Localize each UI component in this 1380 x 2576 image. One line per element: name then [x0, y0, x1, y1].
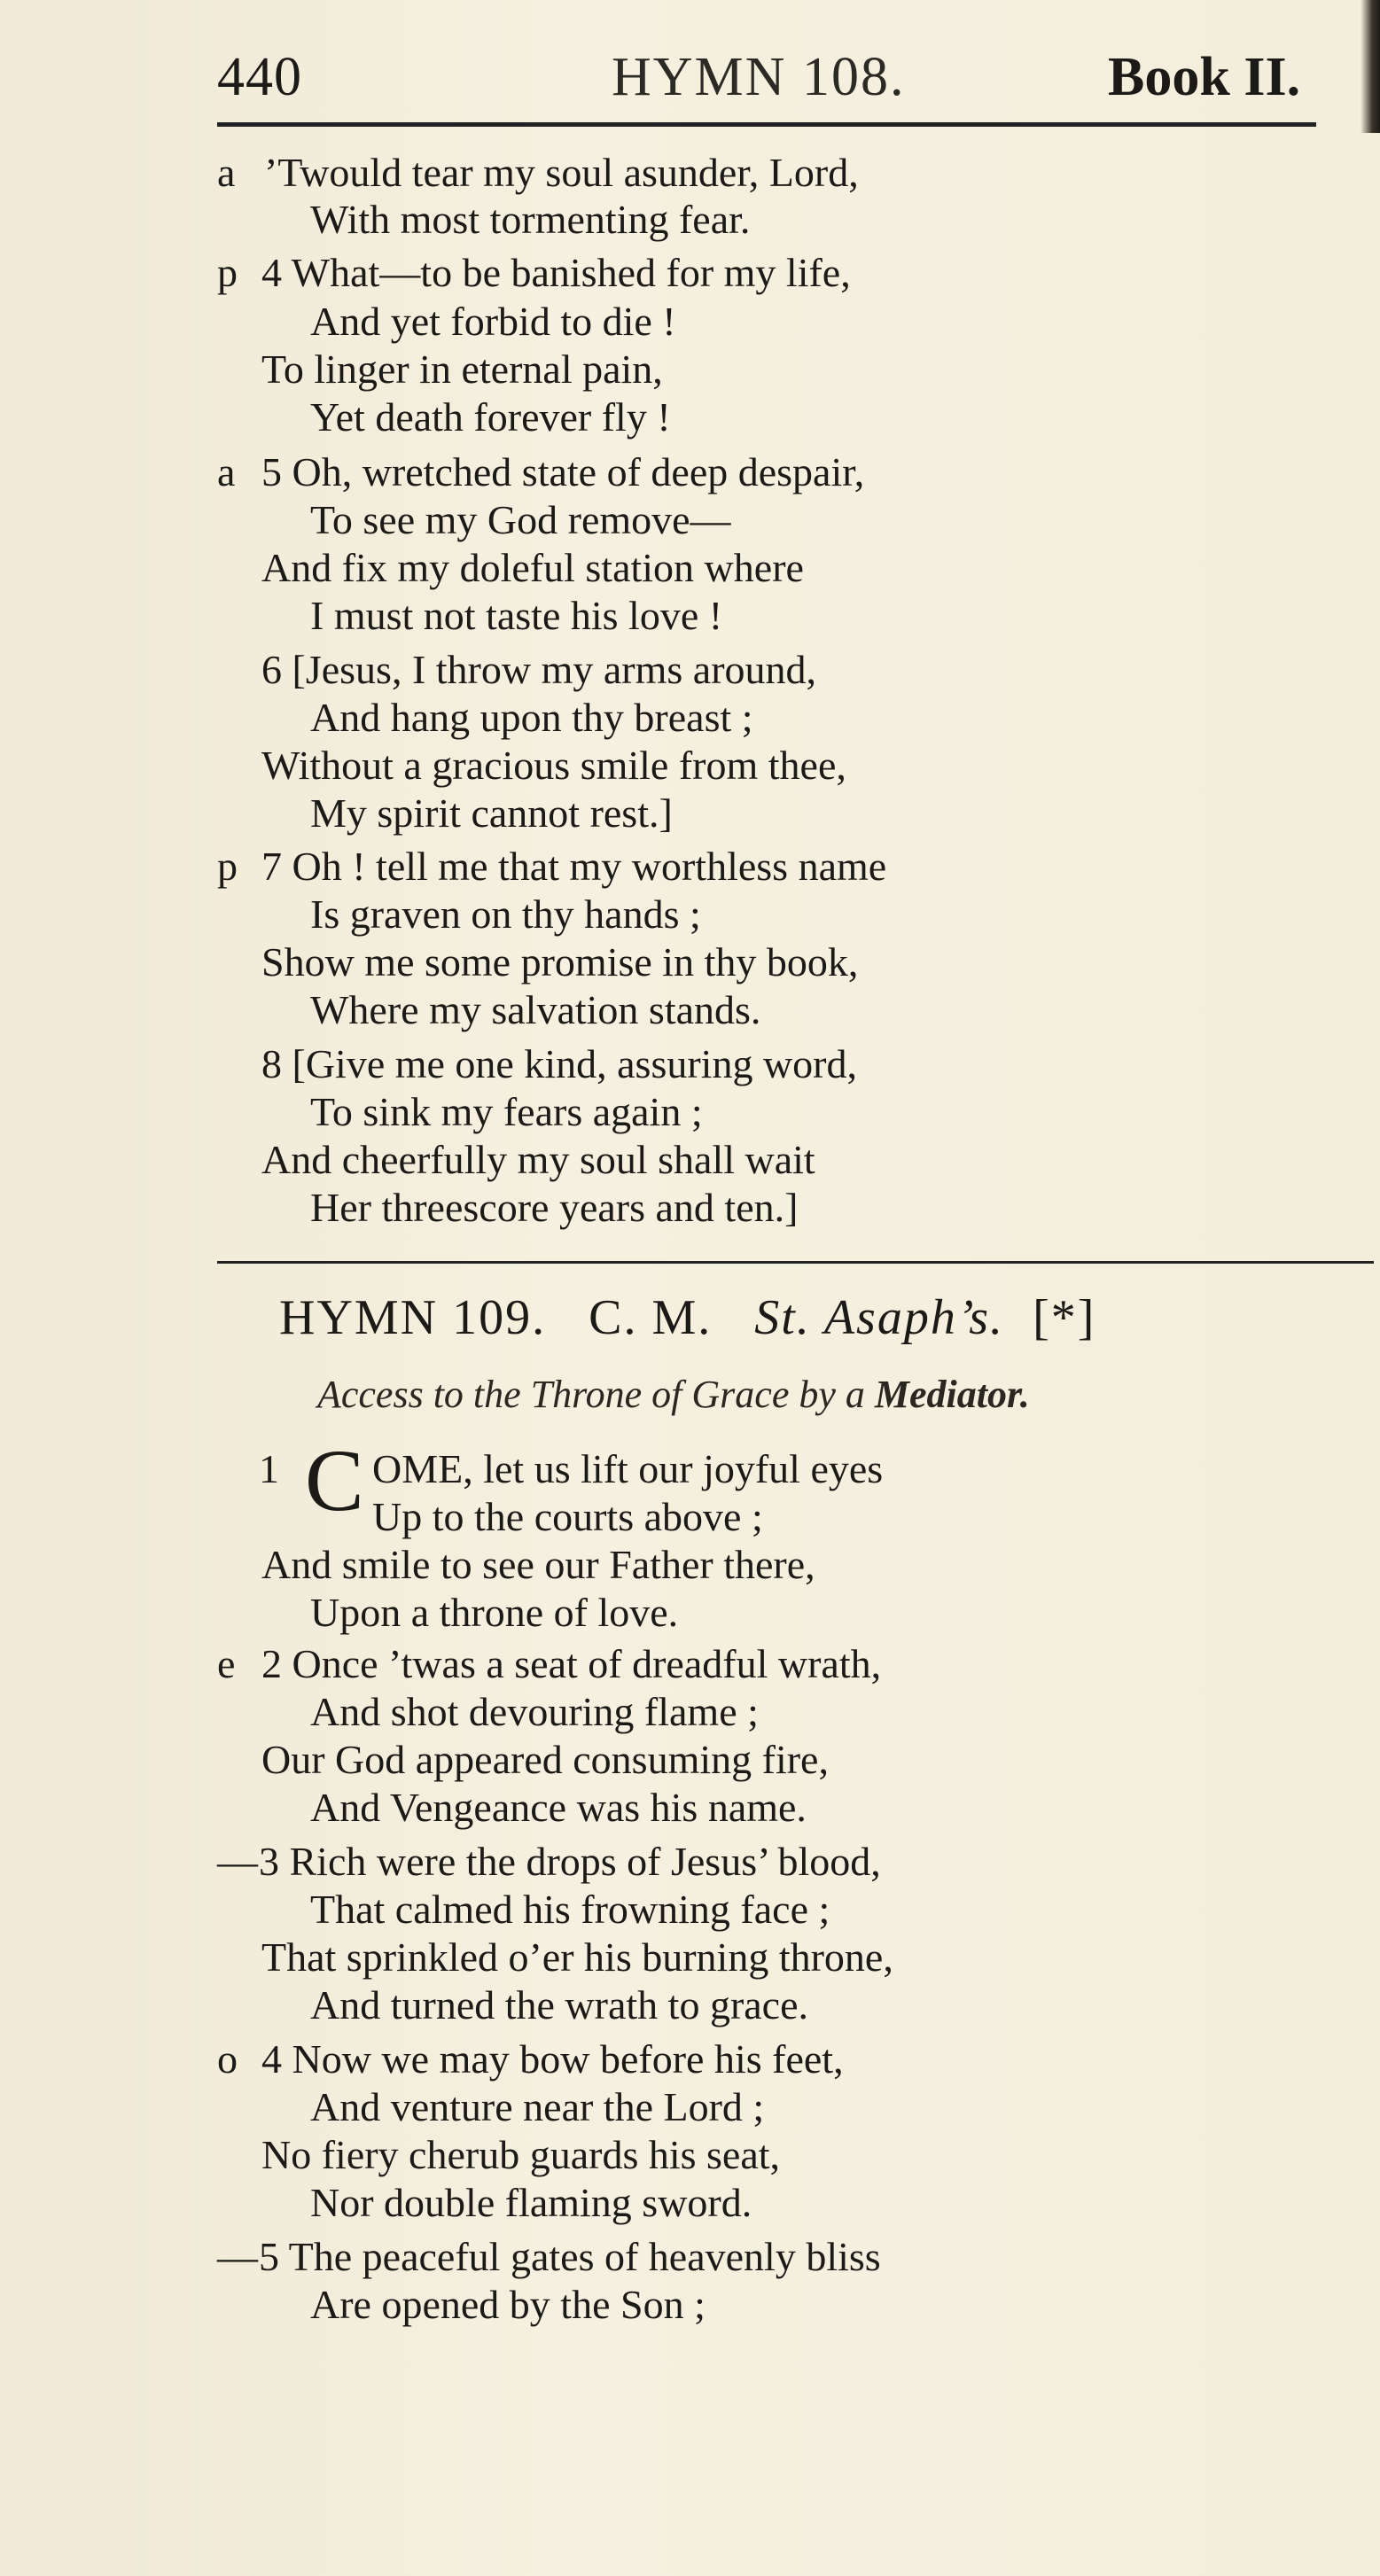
verse-line: 5 Oh, wretched state of deep despair, — [261, 449, 865, 494]
book-label: Book II. — [1108, 47, 1301, 107]
verse-line: And cheerfully my soul shall wait — [261, 1137, 815, 1182]
verse-number: 1 — [259, 1446, 279, 1491]
subtitle-emphasis: Mediator. — [874, 1373, 1030, 1416]
verse-line: And venture near the Lord ; — [310, 2084, 765, 2129]
verse-line: To linger in eternal pain, — [261, 346, 663, 392]
tune-name: St. Asaph’s. — [754, 1290, 1005, 1345]
verse-line: Without a gracious smile from thee, — [261, 743, 846, 788]
section-divider — [217, 1261, 1374, 1264]
verse-line: Her threescore years and ten.] — [310, 1185, 799, 1230]
verse-line: OME, let us lift our joyful eyes — [372, 1446, 884, 1491]
verse-line: That calmed his frowning face ; — [310, 1887, 830, 1932]
verse-line: With most tormenting fear. — [310, 197, 751, 242]
verse-line: No fiery cherub guards his seat, — [261, 2132, 781, 2177]
drop-cap-glyph: C — [305, 1437, 364, 1519]
verse-line: Up to the courts above ; — [372, 1494, 763, 1539]
verse-line: And Vengeance was his name. — [310, 1785, 807, 1830]
verse-line: Where my salvation stands. — [310, 987, 761, 1032]
verse-line: To see my God remove— — [310, 497, 731, 542]
dynamic-mark: — — [217, 1839, 258, 1884]
verse-line: To sink my fears again ; — [310, 1089, 703, 1134]
subtitle-text: Access to the Throne of Grace by a — [317, 1373, 875, 1416]
verse-line: That sprinkled o’er his burning throne, — [261, 1934, 893, 1980]
verse-line: And smile to see our Father there, — [261, 1542, 815, 1587]
page-number: 440 — [217, 47, 302, 107]
verse-line: 7 Oh ! tell me that my worthless name — [261, 844, 887, 889]
header-rule — [217, 122, 1316, 127]
verse-line: My spirit cannot rest.] — [310, 790, 673, 836]
verse-line: 3 Rich were the drops of Jesus’ blood, — [259, 1839, 881, 1884]
hymn-heading — [279, 1289, 1095, 1346]
verse-line: Our God appeared consuming fire, — [261, 1737, 829, 1782]
dynamic-mark: a — [217, 150, 236, 195]
verse-line: And yet forbid to die ! — [310, 299, 676, 344]
dynamic-mark: p — [217, 250, 238, 295]
verse-line: 2 Once ’twas a seat of dreadful wrath, — [261, 1641, 882, 1686]
hymn-number: HYMN 109. — [279, 1290, 547, 1345]
page-edge-shadow — [1361, 0, 1380, 133]
verse-line: 4 Now we may bow before his feet, — [261, 2036, 844, 2082]
verse-line: And hang upon thy breast ; — [310, 695, 753, 740]
running-title: HYMN 108. — [612, 47, 906, 107]
dynamic-mark: a — [217, 449, 236, 494]
dynamic-mark: o — [217, 2036, 238, 2082]
verse-line: And fix my doleful station where — [261, 545, 804, 590]
verse-line: 8 [Give me one kind, assuring word, — [261, 1041, 857, 1086]
hymn-subtitle — [317, 1372, 1030, 1417]
verse-line: 4 What—to be banished for my life, — [261, 250, 851, 295]
verse-line: Yet death forever fly ! — [310, 394, 671, 440]
dynamic-mark: e — [217, 1641, 236, 1686]
verse-line: And turned the wrath to grace. — [310, 1982, 809, 2027]
verse-line: Upon a throne of love. — [310, 1590, 679, 1635]
verse-line: Is graven on thy hands ; — [310, 891, 701, 937]
heading-marker: [*] — [1033, 1290, 1096, 1345]
verse-line: Are opened by the Son ; — [310, 2282, 706, 2327]
verse-line: Show me some promise in thy book, — [261, 939, 859, 984]
hymn-meter: C. M. — [589, 1290, 713, 1345]
verse-line: 6 [Jesus, I throw my arms around, — [261, 647, 817, 692]
verse-line: 5 The peaceful gates of heavenly bliss — [259, 2234, 881, 2279]
verse-line: Nor double flaming sword. — [310, 2180, 752, 2225]
verse-line: ’Twould tear my soul asunder, Lord, — [264, 150, 859, 195]
drop-cap-letter — [301, 1437, 369, 1519]
dynamic-mark: p — [217, 844, 238, 889]
verse-line: And shot devouring flame ; — [310, 1689, 759, 1734]
dynamic-mark: — — [217, 2234, 258, 2279]
verse-line: I must not taste his love ! — [310, 593, 723, 638]
